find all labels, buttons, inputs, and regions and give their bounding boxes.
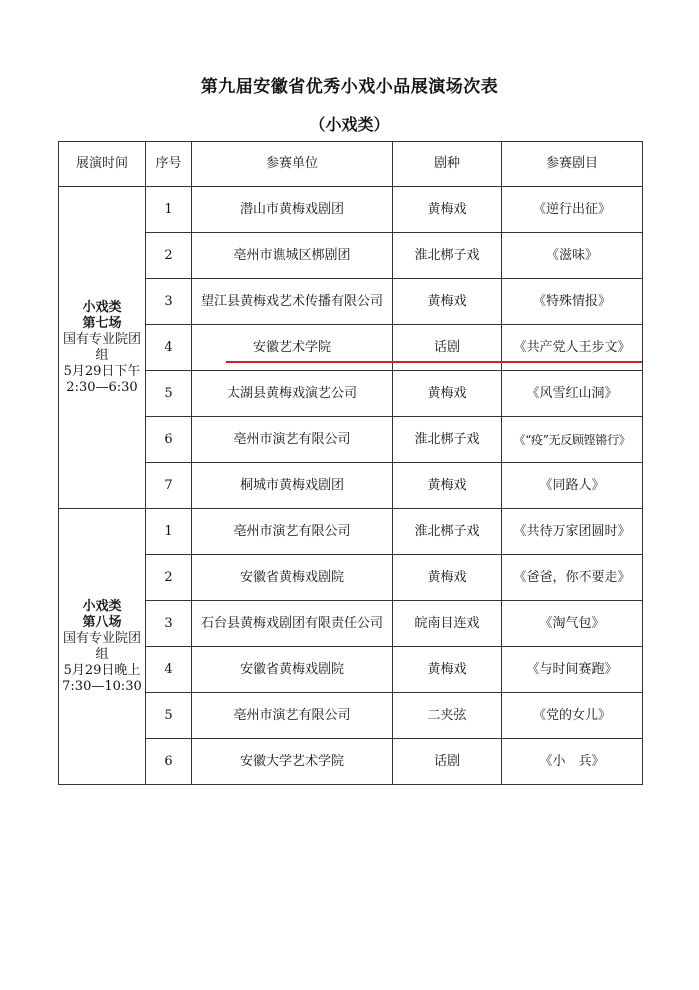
header-number: 序号 xyxy=(146,142,192,187)
row-genre: 黄梅戏 xyxy=(393,279,502,325)
table-row xyxy=(59,647,643,693)
row-number: 6 xyxy=(146,739,192,785)
row-genre: 黄梅戏 xyxy=(393,187,502,233)
session-group: 国有专业院团组 xyxy=(62,331,141,363)
row-unit: 望江县黄梅戏艺术传播有限公司 xyxy=(192,279,393,325)
row-number: 5 xyxy=(146,693,192,739)
schedule-table xyxy=(58,141,643,785)
session-time: 5月29日下午2:30—6:30 xyxy=(63,363,141,395)
row-unit: 亳州市演艺有限公司 xyxy=(192,417,393,463)
row-unit: 安徽艺术学院 xyxy=(192,325,393,371)
row-unit: 石台县黄梅戏剧团有限责任公司 xyxy=(192,601,393,647)
row-work: 《爸爸，你不要走》 xyxy=(502,555,643,601)
session-name: 第八场 xyxy=(82,614,122,630)
row-work: 《共待万家团圆时》 xyxy=(502,509,643,555)
row-genre: 皖南目连戏 xyxy=(393,601,502,647)
session-name: 第七场 xyxy=(82,315,122,331)
table-row xyxy=(59,463,643,509)
row-unit: 安徽大学艺术学院 xyxy=(192,739,393,785)
row-unit: 太湖县黄梅戏演艺公司 xyxy=(192,371,393,417)
session-cell-7 xyxy=(59,187,146,509)
table-row xyxy=(59,693,643,739)
row-work: 《滋味》 xyxy=(502,233,643,279)
table-row xyxy=(59,371,643,417)
document-subtitle: （小戏类） xyxy=(309,115,390,134)
row-number: 6 xyxy=(146,417,192,463)
row-genre: 黄梅戏 xyxy=(393,555,502,601)
row-unit: 潜山市黄梅戏剧团 xyxy=(192,187,393,233)
row-genre: 二夹弦 xyxy=(393,693,502,739)
document-title: 第九届安徽省优秀小戏小品展演场次表 xyxy=(200,77,499,97)
red-underline-annotation xyxy=(226,361,642,363)
header-work: 参赛剧目 xyxy=(502,142,643,187)
row-unit: 亳州市演艺有限公司 xyxy=(192,693,393,739)
row-number: 4 xyxy=(146,647,192,693)
session-group: 国有专业院团组 xyxy=(62,630,141,662)
row-genre: 话剧 xyxy=(393,325,502,371)
table-row xyxy=(59,601,643,647)
row-genre: 淮北梆子戏 xyxy=(393,233,502,279)
row-work: 《特殊情报》 xyxy=(502,279,643,325)
header-time: 展演时间 xyxy=(59,142,146,187)
session-category: 小戏类 xyxy=(82,598,122,614)
row-work: 《与时间赛跑》 xyxy=(502,647,643,693)
header-genre: 剧种 xyxy=(393,142,502,187)
row-number: 3 xyxy=(146,601,192,647)
row-genre: 黄梅戏 xyxy=(393,463,502,509)
row-genre: 黄梅戏 xyxy=(393,371,502,417)
row-number: 2 xyxy=(146,555,192,601)
row-work: 《“疫”无反顾铿锵行》 xyxy=(502,417,643,463)
row-genre: 话剧 xyxy=(393,739,502,785)
row-number: 1 xyxy=(146,187,192,233)
table-row xyxy=(59,555,643,601)
header-unit: 参赛单位 xyxy=(192,142,393,187)
row-work: 《同路人》 xyxy=(502,463,643,509)
row-work: 《淘气包》 xyxy=(502,601,643,647)
row-genre: 淮北梆子戏 xyxy=(393,417,502,463)
row-number: 2 xyxy=(146,233,192,279)
table-row xyxy=(59,279,643,325)
row-unit: 安徽省黄梅戏剧院 xyxy=(192,555,393,601)
row-number: 4 xyxy=(146,325,192,371)
table-row xyxy=(59,417,643,463)
table-row xyxy=(59,187,643,233)
row-genre: 黄梅戏 xyxy=(393,647,502,693)
table-row xyxy=(59,739,643,785)
row-unit: 安徽省黄梅戏剧院 xyxy=(192,647,393,693)
row-number: 5 xyxy=(146,371,192,417)
session-cell-8 xyxy=(59,509,146,785)
row-work: 《风雪红山洞》 xyxy=(502,371,643,417)
row-number: 1 xyxy=(146,509,192,555)
table-row xyxy=(59,233,643,279)
row-work: 《小 兵》 xyxy=(502,739,643,785)
row-number: 7 xyxy=(146,463,192,509)
row-unit: 亳州市演艺有限公司 xyxy=(192,509,393,555)
table-header-row xyxy=(59,142,643,187)
row-work: 《逆行出征》 xyxy=(502,187,643,233)
row-unit: 亳州市谯城区梆剧团 xyxy=(192,233,393,279)
session-category: 小戏类 xyxy=(82,299,122,315)
table-row xyxy=(59,509,643,555)
table-row xyxy=(59,325,643,371)
session-time: 5月29日晚上7:30—10:30 xyxy=(62,662,142,694)
row-genre: 淮北梆子戏 xyxy=(393,509,502,555)
row-unit: 桐城市黄梅戏剧团 xyxy=(192,463,393,509)
row-work: 《共产党人王步文》 xyxy=(502,325,643,371)
row-work: 《党的女儿》 xyxy=(502,693,643,739)
row-number: 3 xyxy=(146,279,192,325)
